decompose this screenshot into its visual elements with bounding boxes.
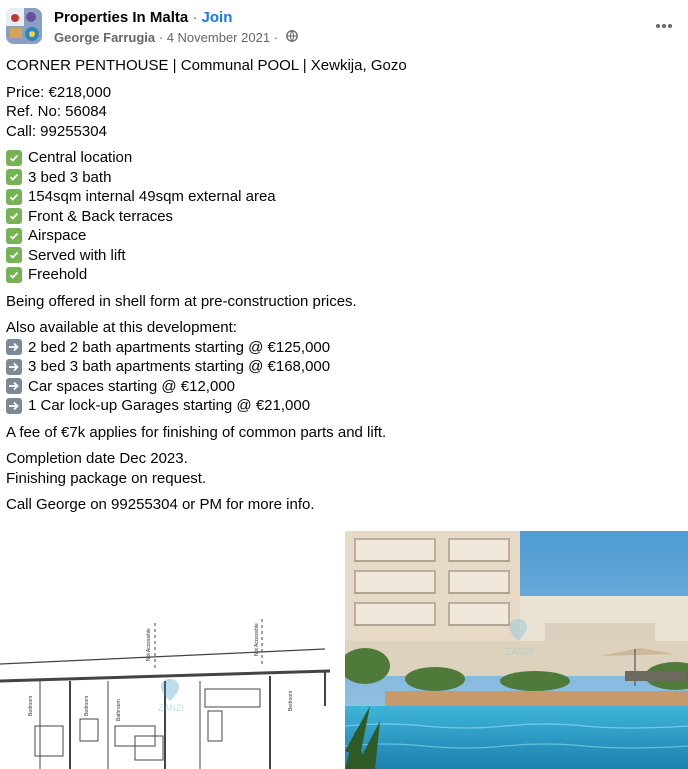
meta-separator: · bbox=[155, 30, 167, 45]
plan-label-not-accessible: Not Accessible bbox=[146, 628, 152, 661]
building-pool-photo[interactable] bbox=[345, 531, 688, 769]
check-icon bbox=[6, 169, 22, 185]
photo-grid bbox=[0, 531, 688, 769]
post-title: CORNER PENTHOUSE | Communal POOL | Xewkija, Gozo bbox=[6, 57, 407, 74]
also-item: 1 Car lock-up Garages starting @ €21,000 bbox=[6, 396, 681, 416]
check-icon bbox=[6, 189, 22, 205]
svg-text:ZANZI: ZANZI bbox=[158, 703, 184, 713]
also-header: Also available at this development: bbox=[6, 319, 237, 336]
fee-note: A fee of €7k applies for finishing of common parts and lift. bbox=[6, 423, 387, 441]
feature-item: Served with lift bbox=[6, 246, 681, 266]
title-separator: · bbox=[188, 9, 202, 26]
group-avatar[interactable] bbox=[6, 8, 42, 44]
ref-number: Ref. No: 56084 bbox=[6, 103, 107, 120]
right-arrow-icon bbox=[6, 359, 22, 375]
plan-label-bathroom: Bathroom bbox=[116, 699, 122, 721]
floor-plan-photo[interactable] bbox=[0, 531, 345, 769]
feature-item: Freehold bbox=[6, 265, 681, 285]
post-body bbox=[6, 56, 681, 515]
price: Price: €218,000 bbox=[6, 83, 112, 101]
check-icon bbox=[6, 228, 22, 244]
meta-separator-2: · bbox=[270, 30, 282, 45]
feature-item: Front & Back terraces bbox=[6, 207, 681, 227]
check-icon bbox=[6, 208, 22, 224]
group-name[interactable]: Properties In Malta bbox=[54, 9, 189, 26]
join-button[interactable]: Join bbox=[201, 9, 233, 26]
plan-label-bedroom: Bedroom bbox=[84, 695, 90, 716]
right-arrow-icon bbox=[6, 398, 22, 414]
post-header bbox=[0, 0, 688, 52]
check-icon bbox=[6, 267, 22, 283]
right-arrow-icon bbox=[6, 378, 22, 394]
feature-item: Airspace bbox=[6, 226, 681, 246]
plan-label-not-accessible: Not Accessible bbox=[254, 623, 260, 656]
also-item: 3 bed 3 bath apartments starting @ €168,000 bbox=[6, 357, 681, 377]
shell-note: Being offered in shell form at pre-construction prices. bbox=[6, 292, 357, 310]
feature-item: 3 bed 3 bath bbox=[6, 168, 681, 188]
completion-date: Completion date Dec 2023. bbox=[6, 450, 188, 467]
svg-text:ZANZI: ZANZI bbox=[505, 647, 534, 658]
check-icon bbox=[6, 150, 22, 166]
post-date[interactable]: 4 November 2021 bbox=[166, 30, 271, 45]
feature-item: 154sqm internal 49sqm external area bbox=[6, 187, 681, 207]
also-item: 2 bed 2 bath apartments starting @ €125,000 bbox=[6, 338, 681, 358]
author-name[interactable]: George Farrugia bbox=[54, 30, 156, 45]
plan-label-bedroom: Bedroom bbox=[288, 690, 294, 711]
also-item: Car spaces starting @ €12,000 bbox=[6, 377, 681, 397]
globe-icon bbox=[286, 30, 298, 45]
call-number: Call: 99255304 bbox=[6, 122, 107, 140]
plan-label-bedroom: Bedroom bbox=[28, 695, 34, 716]
contact-note: Call George on 99255304 or PM for more info. bbox=[6, 496, 315, 513]
feature-item: Central location bbox=[6, 148, 681, 168]
finishing-note: Finishing package on request. bbox=[6, 469, 207, 487]
more-options-icon[interactable] bbox=[652, 14, 676, 38]
check-icon bbox=[6, 247, 22, 263]
right-arrow-icon bbox=[6, 339, 22, 355]
